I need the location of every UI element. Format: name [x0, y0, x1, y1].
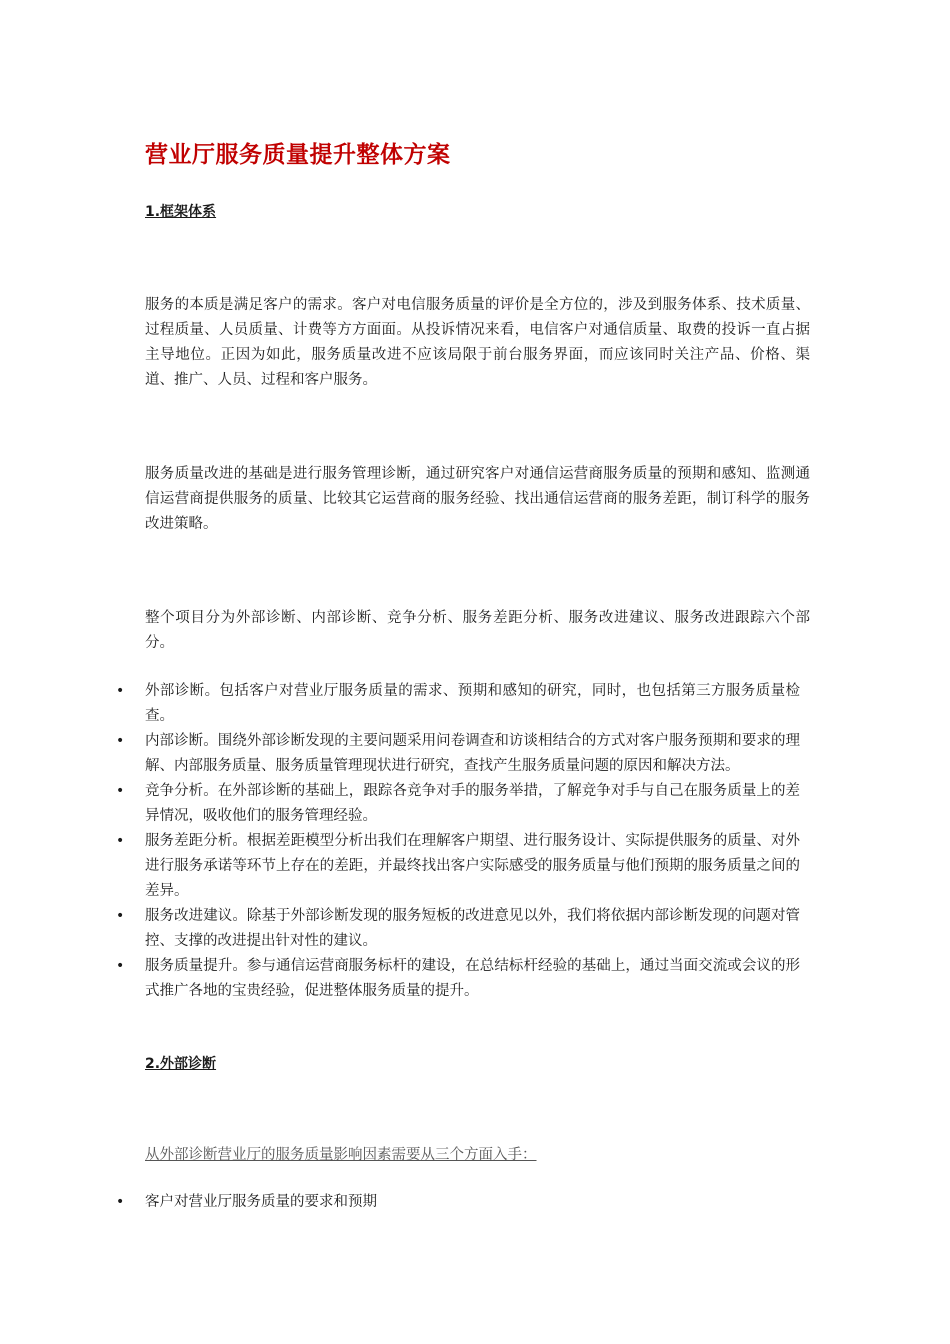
project-parts-list [0, 679, 950, 1004]
paragraph-service-improvement-basis: 服务质量改进的基础是进行服务管理诊断，通过研究客户对通信运营商服务质量的预期和感知、监测通信运营商提供服务的质量、比较其它运营商的服务经验、找出通信运营商的服务差距，制订科学的服务改进策略。 [145, 466, 810, 532]
list-item-text: 外部诊断。包括客户对营业厅服务质量的需求、预期和感知的研究，同时，也包括第三方服务质量检查。 [145, 683, 800, 724]
list-item-text: 服务差距分析。根据差距模型分析出我们在理解客户期望、进行服务设计、实际提供服务的质量、对外进行服务承诺等环节上存在的差距，并最终找出客户实际感受的服务质量与他们预期的服务质量之间的差异。 [145, 833, 800, 899]
external-factors-list [0, 1190, 950, 1215]
list-item-text: 服务改进建议。除基于外部诊断发现的服务短板的改进意见以外，我们将依据内部诊断发现的问题对管控、支撑的改进提出针对性的建议。 [145, 908, 800, 949]
bullet-icon: • [116, 958, 125, 974]
list-item [0, 904, 800, 954]
list-item-text: 内部诊断。围绕外部诊断发现的主要问题采用问卷调查和访谈相结合的方式对客户服务预期和要求的理解、内部服务质量、服务质量管理现状进行研究，查找产生服务质量问题的原因和解决方法。 [145, 733, 800, 774]
list-item [0, 779, 800, 829]
list-item-text: 竞争分析。在外部诊断的基础上，跟踪各竞争对手的服务举措，了解竞争对手与自己在服务质量上的差异情况，吸收他们的服务管理经验。 [145, 783, 800, 824]
bullet-icon: • [116, 908, 125, 924]
bullet-icon: • [116, 1194, 125, 1210]
list-item-text: 服务质量提升。参与通信运营商服务标杆的建设，在总结标杆经验的基础上，通过当面交流或会议的形式推广各地的宝贵经验，促进整体服务质量的提升。 [145, 958, 800, 999]
bullet-icon: • [116, 833, 125, 849]
list-item [0, 954, 800, 1004]
paragraph-project-parts: 整个项目分为外部诊断、内部诊断、竞争分析、服务差距分析、服务改进建议、服务改进跟踪六个部分。 [145, 610, 810, 651]
external-diagnosis-intro: 从外部诊断营业厅的服务质量影响因素需要从三个方面入手： [145, 1147, 537, 1163]
bullet-icon: • [116, 733, 125, 749]
bullet-icon: • [116, 683, 125, 699]
list-item [0, 729, 800, 779]
list-item [0, 679, 800, 729]
list-item-text: 客户对营业厅服务质量的要求和预期 [145, 1194, 377, 1210]
paragraph-service-essence: 服务的本质是满足客户的需求。客户对电信服务质量的评价是全方位的，涉及到服务体系、技术质量、过程质量、人员质量、计费等方方面面。从投诉情况来看，电信客户对通信质量、取费的投诉一直占据主导地位。正因为如此，服务质量改进不应该局限于前台服务界面，而应该同时关注产品、价格、渠道、推广、人员、过程和客户服务。 [145, 297, 810, 388]
document-title: 营业厅服务质量提升整体方案 [145, 142, 451, 168]
section-heading-framework: 1.框架体系 [145, 204, 217, 220]
list-item [0, 1190, 800, 1215]
bullet-icon: • [116, 783, 125, 799]
section-heading-external-diagnosis: 2.外部诊断 [145, 1056, 217, 1072]
list-item [0, 829, 800, 904]
